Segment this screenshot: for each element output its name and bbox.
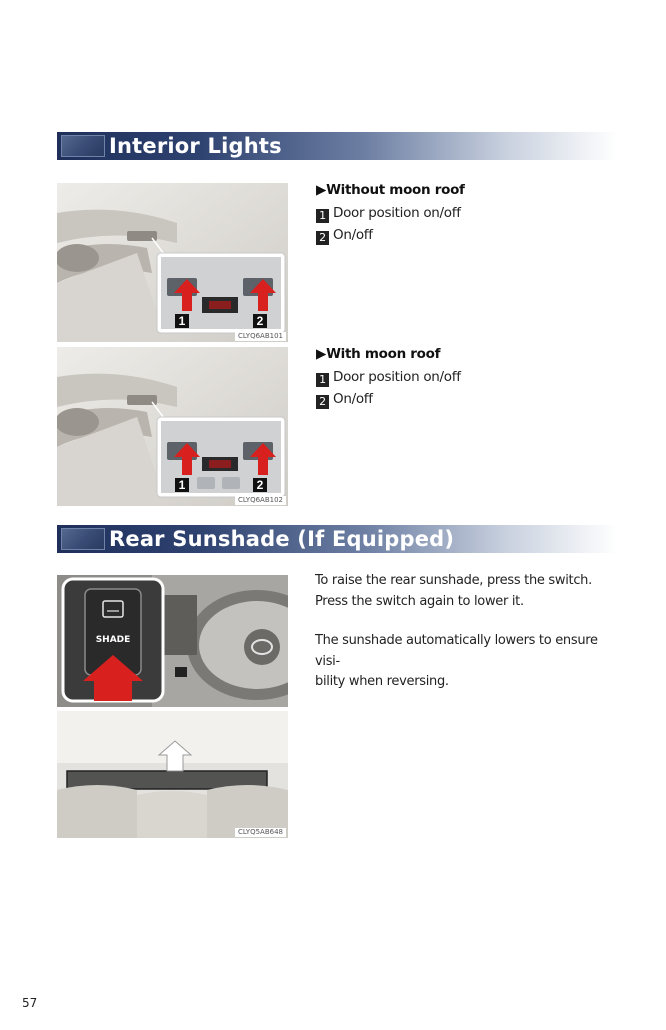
list-item xyxy=(316,369,461,387)
item-label: On/off xyxy=(333,227,373,243)
subheading-with-moon-roof: ▶With moon roof xyxy=(316,346,441,362)
subheading-without-moon-roof: ▶Without moon roof xyxy=(316,182,465,198)
figure-code: CLYQ6AB102 xyxy=(235,496,286,505)
item-number: 2 xyxy=(316,395,329,409)
sunshade-illustration xyxy=(57,575,288,838)
section-title: Interior Lights xyxy=(109,134,282,158)
figure-code: CLYQ6AB101 xyxy=(235,332,286,341)
shade-switch-label: SHADE xyxy=(95,635,131,645)
item-label: Door position on/off xyxy=(333,369,461,385)
header-swatch xyxy=(61,528,105,550)
callout-2: 2 xyxy=(253,478,267,492)
list-item xyxy=(316,227,373,245)
page-number: 57 xyxy=(22,996,38,1010)
item-label: On/off xyxy=(333,391,373,407)
section-header-interior-lights xyxy=(57,132,617,160)
list-item xyxy=(316,205,461,223)
text-line: bility when reversing. xyxy=(315,674,449,689)
text-line: Press the switch again to lower it. xyxy=(315,593,524,609)
figure-code: CLYQ5AB648 xyxy=(235,828,286,837)
item-number: 1 xyxy=(316,373,329,387)
sunshade-paragraph-1 xyxy=(315,571,625,612)
item-number: 1 xyxy=(316,209,329,223)
list-item xyxy=(316,391,373,409)
text-line: The sunshade automatically lowers to ensure visi- xyxy=(315,633,598,669)
header-swatch xyxy=(61,135,105,157)
callout-1: 1 xyxy=(175,478,189,492)
item-number: 2 xyxy=(316,231,329,245)
text-line: To raise the rear sunshade, press the switch. xyxy=(315,573,592,588)
item-label: Door position on/off xyxy=(333,205,461,221)
figure-without-moon-roof xyxy=(57,183,288,342)
figure-rear-sunshade xyxy=(57,575,288,838)
section-header-rear-sunshade xyxy=(57,525,617,553)
figure-with-moon-roof xyxy=(57,347,288,506)
sunshade-paragraph-2 xyxy=(315,631,625,693)
callout-1: 1 xyxy=(175,314,189,328)
section-title: Rear Sunshade (If Equipped) xyxy=(109,527,455,551)
callout-2: 2 xyxy=(253,314,267,328)
